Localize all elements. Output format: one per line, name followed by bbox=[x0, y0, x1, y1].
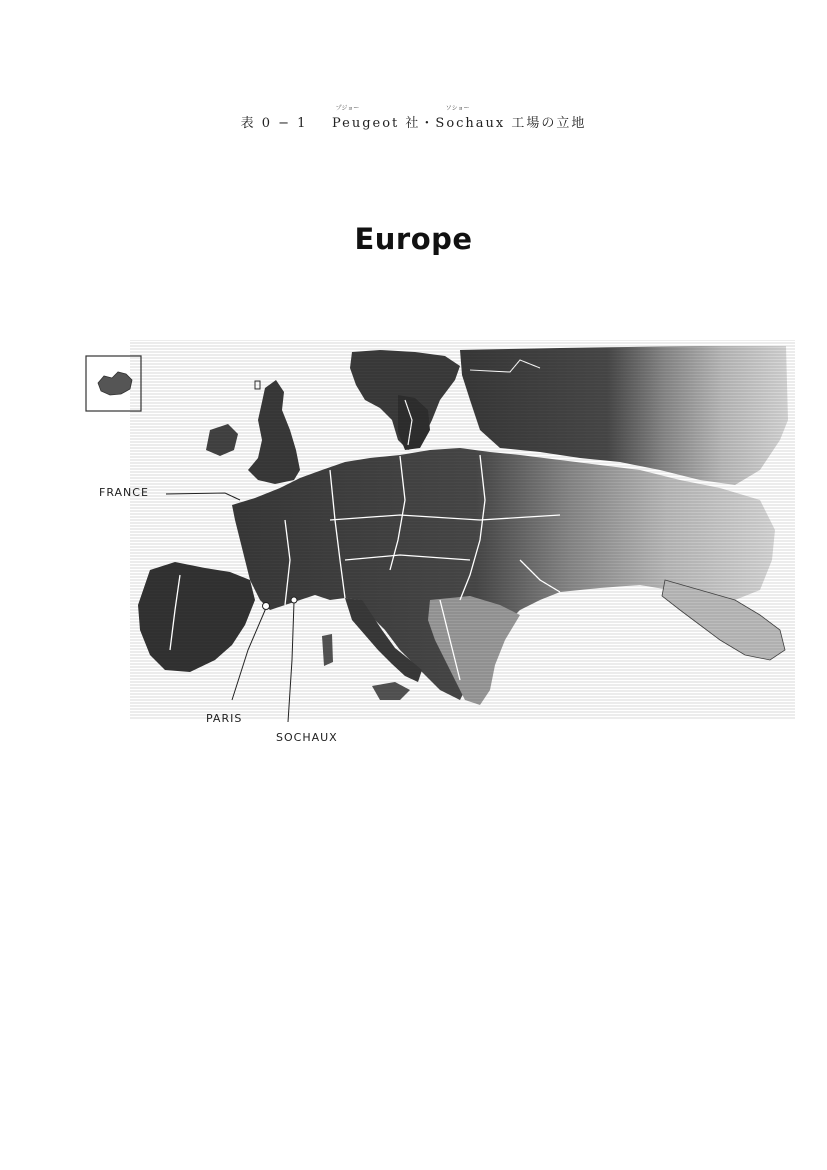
map-title: Europe bbox=[354, 222, 473, 256]
label-sochaux: SOCHAUX bbox=[276, 731, 338, 744]
ruby-peugeot: プジョー bbox=[335, 105, 360, 112]
label-france: FRANCE bbox=[99, 486, 149, 499]
caption-text: Peugeot 社・Sochaux 工場の立地 bbox=[331, 116, 587, 131]
sochaux-marker bbox=[291, 597, 297, 603]
scan-texture bbox=[130, 340, 795, 720]
paris-marker bbox=[263, 603, 270, 610]
caption-label: 表 0 − 1 bbox=[240, 116, 308, 131]
ruby-sochaux: ソショー bbox=[445, 105, 470, 112]
label-paris: PARIS bbox=[206, 712, 243, 725]
